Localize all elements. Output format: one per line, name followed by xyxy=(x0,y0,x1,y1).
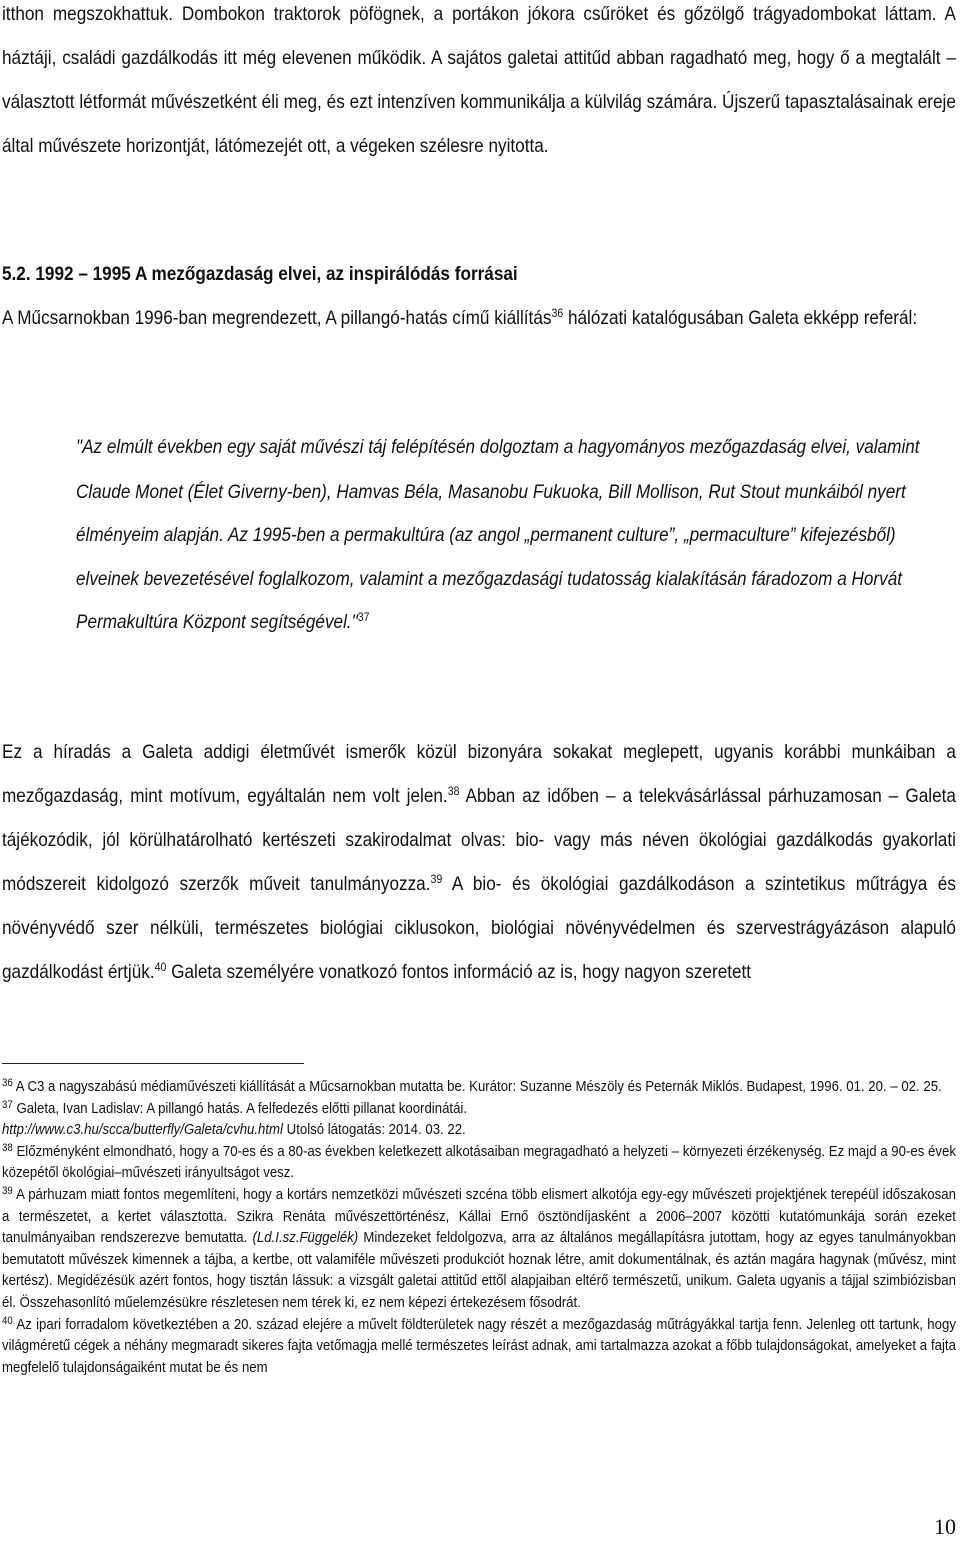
footnote-ref-37[interactable]: 37 xyxy=(357,610,370,624)
footnote-text: A C3 a nagyszabású médiaművészeti kiállítását a Műcsarnokban mutatta be. Kurátor: Suzanne Mészöly és Peternák Miklós. Budapest, 1996. 01. 20. – 02. 25. xyxy=(12,1078,942,1095)
footnote-ref-39[interactable]: 39 xyxy=(430,872,443,886)
footnote-appendix-ref: (Ld.I.sz.Függelék) xyxy=(252,1229,359,1247)
footnotes xyxy=(2,1076,956,1378)
quote-text-2: művészi táj xyxy=(300,436,387,458)
para3-text-4: Galeta személyére vonatkozó fontos információ az is, hogy nagyon szeretett xyxy=(166,961,752,983)
block-quote xyxy=(76,426,956,645)
body-paragraph-1: itthon megszokhattuk. Dombokon traktorok pöfögnek, a portákon jókora csűröket és gőzölgő trágyadombokat láttam. A háztáji, családi gazdálkodás itt még elevenen működik. A sajátos galetai attitűd abban ragadható meg, hogy ő a megtalált – választott létformát művészetként éli meg, és ezt intenzíven kommunikálja a külvilág számára. Újszerű tapasztalásainak ereje által művészete horizontját, látómezejét ott, a végeken szélesre nyitotta. xyxy=(2,3,956,157)
page-number: 10 xyxy=(934,1514,956,1539)
para2-text-before: A Műcsarnokban 1996-ban megrendezett, A pillangó-hatás című kiállítás xyxy=(2,307,552,329)
body-paragraph-2 xyxy=(2,296,956,340)
footnote-39 xyxy=(2,1184,956,1314)
footnote-text: Az ipari forradalom következtében a 20. század elejére a művelt földterületek nagy részét a mezőgazdaság műtrágyákkal tartja fenn. Jelenleg ott tartunk, hogy világméretű cégek a néhány megmaradt sikeres fajta vetőmagja mellé természetes leírást adnak, ami tartalmazza azokat a főbb tulajdonságokat, amelyeket a fajta megfelelő tulajdonságaiként mutat be és nem xyxy=(2,1315,956,1376)
footnote-number: 37 xyxy=(2,1098,13,1111)
footnote-38 xyxy=(2,1141,956,1184)
footnote-number: 40 xyxy=(2,1314,13,1327)
para3-text-3: A bio- és ökológiai gazdálkodáson a szintetikus műtrágya és növényvédő szer nélküli, természetes biológiai ciklusokon, biológiai növényvédelmen és szervestrágyázáson alapuló gazdálkodást értjük. xyxy=(2,873,956,983)
section-heading: 5.2. 1992 – 1995 A mezőgazdaság elvei, az inspirálódás forrásai xyxy=(2,263,518,285)
footnote-text-tail: Utolsó látogatás: 2014. 03. 22. xyxy=(282,1121,466,1139)
footnote-link[interactable]: http://www.c3.hu/scca/butterfly/Galeta/cvhu.html xyxy=(2,1121,283,1139)
footnote-ref-36[interactable]: 36 xyxy=(551,306,564,320)
footnote-36 xyxy=(2,1076,956,1098)
quote-text-3: felépítésén dolgoztam a hagyományos mezőgazdaság elvei, valamint Claude Monet (Élet Giverny-ben), Hamvas Béla, Masanobu Fukuoka, Bill Mollison, Rut Stout munkáiból nyert élményeim alapján. Az 1995-ben a permakultúra (az angol „permanent culture”, „permaculture” kifejezésből) elveinek bevezetésével foglalkozom, valamint a mezőgazdasági tudatosság kialakításán fáradozom a Horvát Permakultúra Központ segítségével." xyxy=(76,436,920,633)
footnote-text: A párhuzam miatt fontos megemlíteni, hogy a kortárs nemzetközi művészeti szcéna több elismert alkotója egy-egy művészeti projektjének terepéül időszakosan a természetet, a kertet választotta. Szikra Renáta művészettörténész, Kállai Ernő ösztöndíjasként a 2006–2007 közötti kutatómunkája során ezeket tanulmányaiban rendszerezve bemutatta. xyxy=(2,1185,956,1247)
footnote-separator xyxy=(2,1063,304,1064)
footnote-ref-38[interactable]: 38 xyxy=(447,784,460,798)
para2-text-after: hálózati katalógusában Galeta ekképp referál: xyxy=(563,307,918,329)
body-paragraph-3 xyxy=(2,730,956,994)
footnote-number: 39 xyxy=(2,1184,13,1197)
footnote-37 xyxy=(2,1098,956,1141)
footnote-ref-40[interactable]: 40 xyxy=(154,960,167,974)
para3-text-1: Ez a híradás a Galeta addigi életművét ismerők közül bizonyára sokakat meglepett, ugyanis korábbi munkáiban a mezőgazdaság, mint motívum, egyáltalán nem volt jelen. xyxy=(2,741,956,807)
footnote-number: 38 xyxy=(2,1141,13,1154)
footnote-number: 36 xyxy=(2,1077,13,1089)
footnote-40 xyxy=(2,1314,956,1379)
footnote-text: Galeta, Ivan Ladislav: A pillangó hatás. A felfedezés előtti pillanat koordinátái. xyxy=(12,1099,468,1117)
para3-text-2: Abban az időben – a telekvásárlással párhuzamosan – Galeta tájékozódik, jól körülhatárolható kertészeti szakirodalmat olvas: bio- vagy más néven ökológiai gazdálkodás gyakorlati módszereit kidolgozó szerzők műveit tanulmányozza. xyxy=(2,785,956,895)
footnote-text: Előzményként elmondható, hogy a 70-es és a 80-as években keletkezett alkotásaiban megragadható a helyzeti – környezeti érzékenység. Ez majd a 90-es évek közepétől ökológiai–művészeti irányultságot vesz. xyxy=(2,1142,956,1182)
footnote-text-tail: Mindezeket feldolgozva, arra az általános megállapításra jutottam, hogy az egyes tanulmányokban bemutatott művészek kimennek a tájba, a kertbe, ott valamiféle művészeti produkciót hoznak létre, amit dokumentálnak, és aztán magára hagynak (művész, mint kertész). Megidézésük azért fontos, hogy tisztán lássuk: a vizsgált galetai attitűd ettől alapjaiban eltérő természetű, unikum. Galeta ugyanis a tájjal szimbiózisban él. Összehasonlító műelemzésükre részletesen nem térek ki, ez nem képezi értekezésem fősodrát. xyxy=(2,1229,956,1311)
quote-text-1: "Az elmúlt években egy saját xyxy=(76,436,301,458)
